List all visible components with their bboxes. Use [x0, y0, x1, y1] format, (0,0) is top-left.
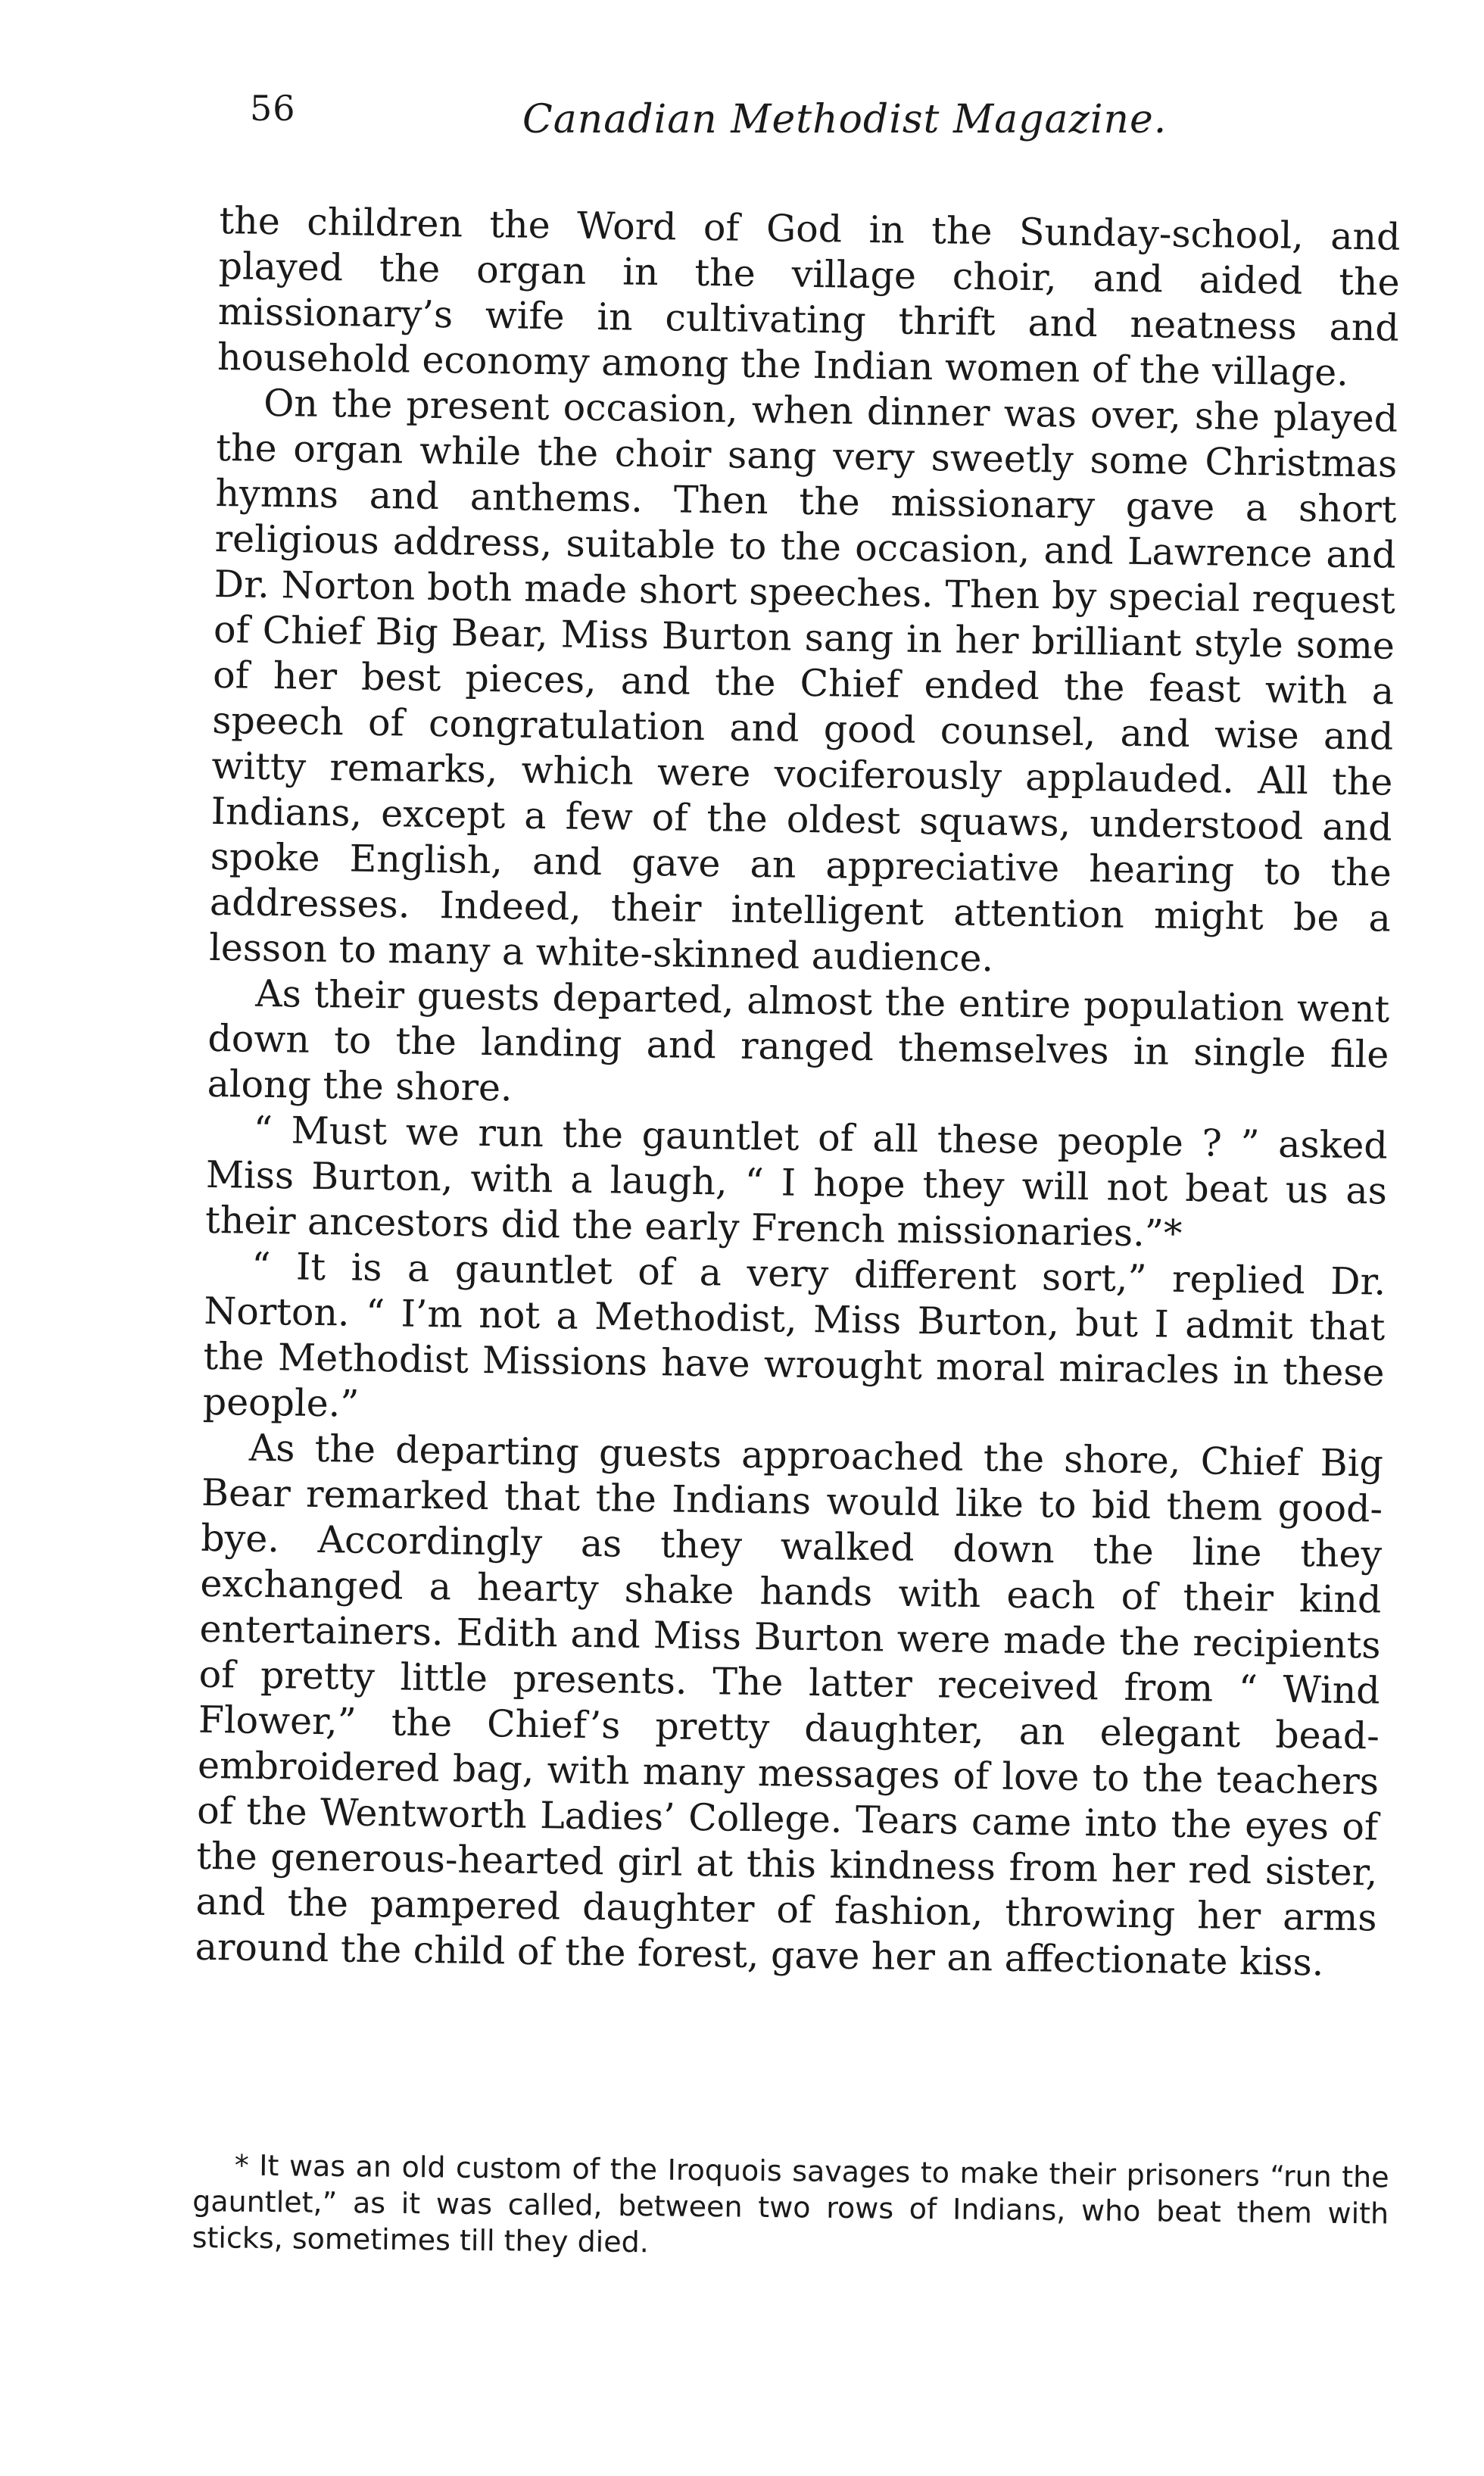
paragraph-continued: the children the Word of God in the Sunday-school, and played the organ in the village choir, and aided the missionary’s wife in cultivating thrift and neatness and household economy among the Indian women of the village. — [217, 198, 1401, 394]
running-head — [250, 83, 1408, 159]
paragraph-departure: As their guests departed, almost the entire population went down to the landing and ranged themselves in single file along the shore. — [207, 971, 1390, 1110]
body-text — [195, 198, 1401, 1987]
page-number: 56 — [250, 88, 296, 129]
footnote-text: * It was an old custom of the Iroquois savages to make their prisoners “run the gauntlet,” as it was called, between two rows of Indians, who beat them with sticks, sometimes till they died. — [192, 2148, 1389, 2259]
paragraph-gauntlet-question: “ Must we run the gauntlet of all these people ? ” asked Miss Burton, with a laugh, “ I hope they will not beat us as their ancestors did the early French missionaries.”* — [204, 1108, 1389, 1255]
footnote — [192, 2147, 1389, 2269]
paragraph-dinner: On the present occasion, when dinner was over, she played the organ while the choir sang very sweetly some Christmas hymns and anthems. Then the missionary gave a short religious address, suitable to the occasion, and Lawrence and Dr. Norton both made short speeches. Then by special request of Chief Big Bear, Miss Burton sang in her brilliant style some of her best pieces, and the Chief ended the feast with a speech of congratulation and good counsel, and wise and witty remarks, which were vociferously applauded. All the Indians, except a few of the oldest squaws, understood and spoke English, and gave an appreciative hearing to the addresses. Indeed, their intelligent attention might be a lesson to many a white-skinned audience. — [208, 381, 1398, 981]
paragraph-gauntlet-reply: “ It is a gauntlet of a very different sort,” replied Dr. Norton. “ I’m not a Methodist, Miss Burton, but I admit that the Methodist Missions have wrought moral miracles in these people.” — [202, 1244, 1386, 1426]
paragraph-farewell: As the departing guests approached the shore, Chief Big Bear remarked that the Indians would like to bid them good-bye. Accordingly as they walked down the line they exchanged a hearty shake hands with each of their kind entertainers. Edith and Miss Burton were made the recipients of pretty little presents. The latter received from “ Wind Flower,” the Chief’s pretty daughter, an elegant bead-embroidered bag, with many messages of love to the teachers of the Wentworth Ladies’ College. Tears came into the eyes of the generous-hearted girl at this kindness from her red sister, and the pampered daughter of fashion, throwing her arms around the child of the forest, gave her an affectionate kiss. — [195, 1426, 1384, 1985]
journal-title: Canadian Methodist Magazine. — [522, 97, 1168, 142]
